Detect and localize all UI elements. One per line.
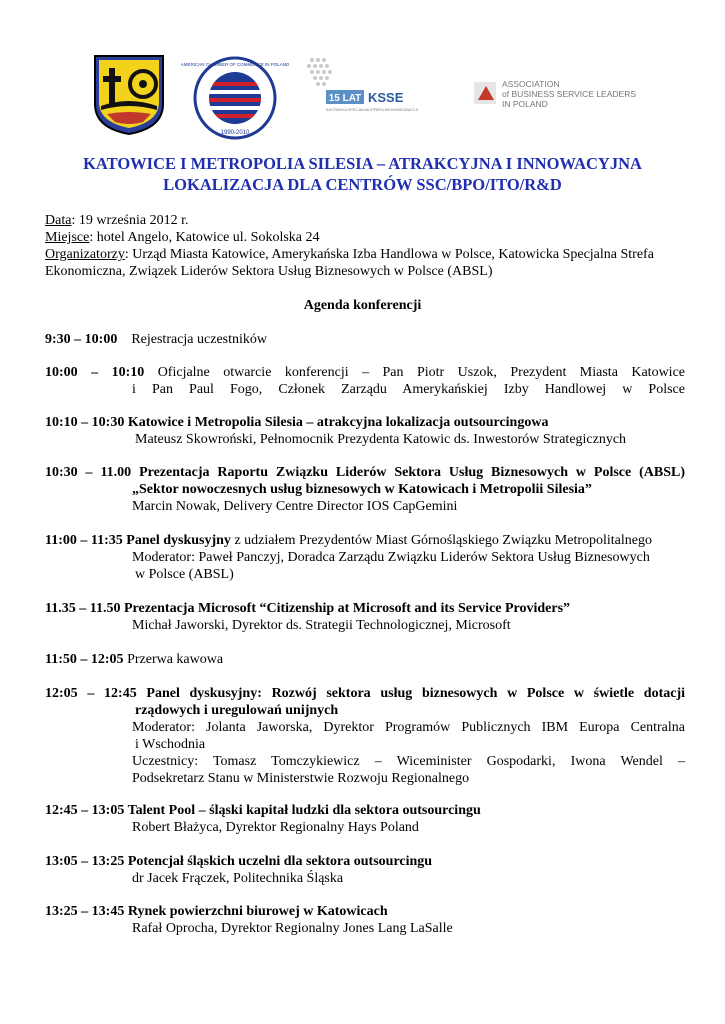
agenda-item xyxy=(45,685,685,787)
agenda-time: 12:45 – 13:05 xyxy=(45,803,125,818)
place-label: Miejsce xyxy=(45,230,90,245)
absl-logo xyxy=(472,74,637,114)
agenda-time: 11:00 – 11:35 xyxy=(45,533,123,548)
agenda-item xyxy=(45,600,685,634)
agenda-text: Marcin Nowak, Delivery Centre Director IOS CapGemini xyxy=(132,499,458,514)
agenda-text: Oficjalne otwarcie konferencji – Pan Piotr Uszok, Prezydent Miasta Katowice xyxy=(157,365,685,380)
amcham-years: 1990-2010 xyxy=(220,130,250,136)
agenda-text: i Pan Paul Fogo, Członek Zarządu Amerykańskiej Izby Handlowej w Polsce xyxy=(132,382,685,397)
agenda-time: 10:10 – 10:30 xyxy=(45,415,125,430)
agenda-item xyxy=(45,903,685,937)
agenda-time: 9:30 – 10:00 xyxy=(45,332,118,347)
agenda-text: Katowice i Metropolia Silesia – atrakcyjna lokalizacja outsourcingowa xyxy=(127,415,549,430)
agenda-text: z udziałem Prezydentów Miast Górnośląskiego Związku Metropolitalnego xyxy=(230,533,652,548)
agenda-text: Robert Błażyca, Dyrektor Regionalny Hays Poland xyxy=(132,820,419,835)
date-value: : 19 września 2012 r. xyxy=(71,213,189,228)
agenda-title: Agenda konferencji xyxy=(303,298,422,313)
agenda-text-bold: Panel dyskusyjny xyxy=(126,533,231,548)
agenda-text: rządowych i uregulowań unijnych xyxy=(135,703,339,718)
agenda-text: Przerwa kawowa xyxy=(127,652,224,667)
logo-bar xyxy=(0,52,725,142)
org-label: Organizatorzy xyxy=(45,247,125,262)
ksse-sub: KATOWICKA SPECJALNA STREFA EKONOMICZNA S.A. xyxy=(326,108,419,112)
agenda-time: 10:30 – 11.00 xyxy=(45,465,132,480)
agenda-item xyxy=(45,532,685,583)
ksse-logo xyxy=(300,54,450,114)
date-label: Data xyxy=(45,213,72,228)
amcham-logo xyxy=(180,56,290,140)
agenda-text: Rynek powierzchni biurowej w Katowicach xyxy=(127,904,388,919)
agenda-text: Panel dyskusyjny: Rozwój sektora usług biznesowych w Polsce w świetle dotacji xyxy=(146,686,686,701)
agenda-time: 11.35 – 11.50 xyxy=(45,601,121,616)
agenda-text: w Polsce (ABSL) xyxy=(135,567,234,582)
document-title xyxy=(40,153,685,195)
agenda-item xyxy=(45,802,685,836)
agenda-text: Talent Pool – śląski kapitał ludzki dla sektora outsourcingu xyxy=(127,803,481,818)
agenda-item xyxy=(45,853,685,887)
agenda-text: Mateusz Skowroński, Pełnomocnik Prezydenta Katowic ds. Inwestorów Strategicznych xyxy=(135,432,627,447)
absl-line1: ASSOCIATION xyxy=(502,79,560,89)
agenda-text: Prezentacja Raportu Związku Liderów Sektora Usług Biznesowych w Polsce (ABSL) xyxy=(139,465,685,480)
agenda-text: dr Jacek Frączek, Politechnika Śląska xyxy=(132,871,344,886)
ksse-name: KSSE xyxy=(368,90,404,105)
agenda-text: Prezentacja Microsoft “Citizenship at Microsoft and its Service Providers” xyxy=(123,601,571,616)
agenda-text: i Wschodnia xyxy=(135,737,206,752)
ksse-badge: 15 LAT xyxy=(328,93,362,104)
meta-place xyxy=(45,229,685,246)
absl-line3: IN POLAND xyxy=(502,99,548,109)
event-meta xyxy=(45,212,685,280)
meta-organizers xyxy=(45,246,685,280)
agenda-text: Rejestracja uczestników xyxy=(131,332,267,347)
agenda-text: Rafał Oprocha, Dyrektor Regionalny Jones Lang LaSalle xyxy=(132,921,453,936)
agenda-item xyxy=(45,464,685,515)
agenda-text: Podsekretarz Stanu w Ministerstwie Rozwoju Regionalnego xyxy=(132,771,470,786)
agenda-text: Moderator: Jolanta Jaworska, Dyrektor Programów Publicznych IBM Europa Centralna xyxy=(132,720,685,735)
title-line-1: KATOWICE I METROPOLIA SILESIA – ATRAKCYJNA I INNOWACYJNA xyxy=(83,154,642,173)
absl-line2: of BUSINESS SERVICE LEADERS xyxy=(502,89,637,99)
agenda-item xyxy=(45,414,685,448)
agenda-text: Uczestnicy: Tomasz Tomczykiewicz – Wiceminister Gospodarki, Iwona Wendel – xyxy=(132,754,685,769)
amcham-ring-text: AMERICAN CHAMBER OF COMMERCE IN POLAND xyxy=(180,62,290,67)
agenda-text: Moderator: Paweł Panczyj, Doradca Zarządu Związku Liderów Sektora Usług Biznesowych xyxy=(132,550,650,565)
agenda-time: 10:00 – 10:10 xyxy=(45,365,145,380)
title-line-2: LOKALIZACJA DLA CENTRÓW SSC/BPO/ITO/R&D xyxy=(163,175,562,194)
agenda-text: Michał Jaworski, Dyrektor ds. Strategii Technologicznej, Microsoft xyxy=(132,618,511,633)
meta-date xyxy=(45,212,685,229)
agenda-text: Potencjał śląskich uczelni dla sektora outsourcingu xyxy=(127,854,433,869)
agenda-time: 12:05 – 12:45 xyxy=(45,686,137,701)
agenda-time: 11:50 – 12:05 xyxy=(45,652,124,667)
org-value: : Urząd Miasta Katowice, Amerykańska Izba Handlowa w Polsce, Katowicka Specjalna Strefa Ekonomiczna, Związek Liderów Sektora Usług Biznesowych w Polsce (ABSL) xyxy=(45,247,654,279)
agenda-time: 13:05 – 13:25 xyxy=(45,854,125,869)
agenda-text: „Sektor nowoczesnych usług biznesowych w Katowicach i Metropolii Silesia” xyxy=(132,482,592,497)
agenda-item xyxy=(45,364,685,398)
agenda-item xyxy=(45,651,685,668)
agenda-time: 13:25 – 13:45 xyxy=(45,904,125,919)
katowice-coat-of-arms-logo xyxy=(93,54,165,136)
agenda-item xyxy=(45,331,685,348)
place-value: : hotel Angelo, Katowice ul. Sokolska 24 xyxy=(89,230,320,245)
